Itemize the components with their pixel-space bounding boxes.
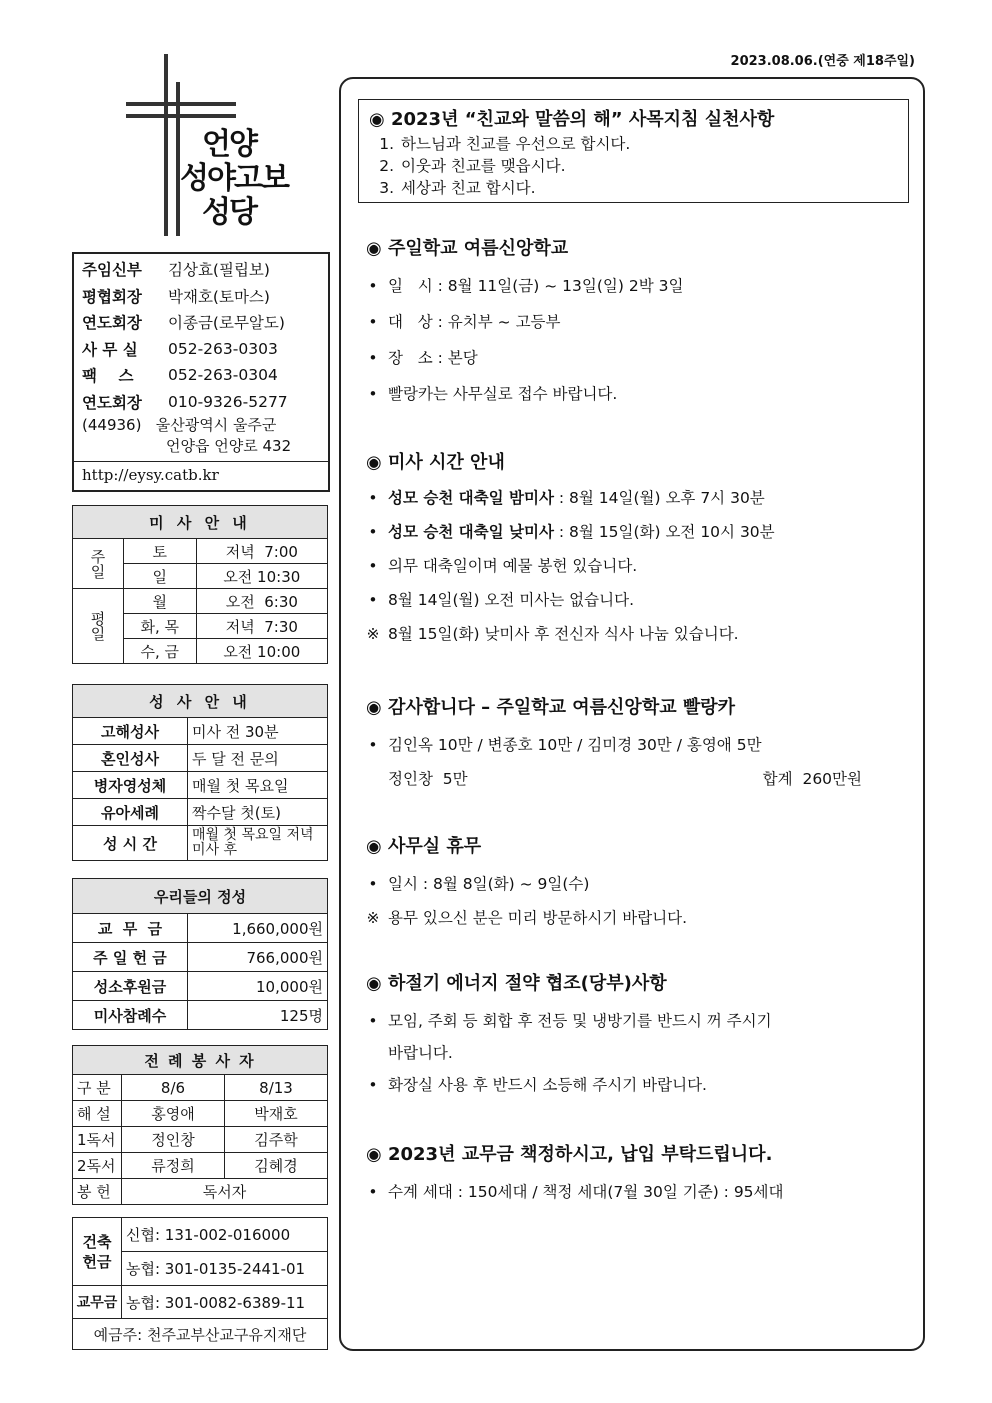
address [74,415,328,457]
info-label: 팩 스 [82,367,134,386]
servers-role: 2독서 [73,1153,122,1179]
info-row [74,389,328,416]
bullet-text: 8월 14일(월) 오전 미사는 없습니다. [388,591,634,609]
info-value: 052-263-0304 [168,366,278,385]
building-account2: 농협: 301-0135-2441-01 [122,1252,328,1286]
mass-title: 미 사 안 내 [73,506,328,539]
info-label: 연도회장 [82,314,142,333]
section-title: ◉ 하절기 에너지 절약 협조(당부)사항 [366,973,667,994]
address-line2: 언양읍 언양로 432 [166,437,292,455]
bullet-mark: • [368,1183,378,1201]
bullet-text: 화장실 사용 후 반드시 소등해 주시기 바랍니다. [388,1076,707,1094]
section-summer-school [358,234,898,404]
sacrament-title: 성 사 안 내 [73,685,328,718]
donor-line2: 정인창 5만 [388,770,468,788]
servers-person: 김주학 [225,1127,328,1153]
info-label: 사 무 실 [82,340,138,359]
bullet-mark: • [368,1012,378,1030]
mass-day: 화, 목 [124,614,197,639]
dues-label: 교무금 [73,1286,122,1319]
sacrament-name: 혼인성사 [73,745,188,772]
sacrament-name: 유아세례 [73,799,188,826]
mass-time: 오전 6:30 [196,589,327,614]
mass-day: 월 [124,589,197,614]
sacrament-name: 성 시 간 [73,826,188,861]
mass-day: 토 [124,539,197,564]
servers-person: 홍영애 [122,1101,225,1127]
sacrament-name: 병자영성체 [73,772,188,799]
section-dues [358,1140,898,1202]
note-text: 8월 15일(화) 낮미사 후 전신자 식사 나눔 있습니다. [388,625,739,643]
servers-role: 봉 헌 [73,1179,122,1205]
account-holder: 예금주: 천주교부산교구유지재단 [73,1319,328,1350]
mass-day: 수, 금 [124,639,197,664]
offering-table [72,878,328,1030]
bullet-mark: • [368,557,378,575]
info-label: 평협회장 [82,287,142,306]
donor-line1: 김인옥 10만 / 변종호 10만 / 김미경 30만 / 홍영애 5만 [388,736,762,754]
donation-total: 합계 260만원 [762,770,862,788]
logo-line1: 언양 [202,127,256,162]
info-label: 주임신부 [82,261,142,280]
sacrament-value: 매월 첫 목요일 [188,772,328,799]
sacrament-table [72,684,328,861]
section-title: ◉ 주일학교 여름신앙학교 [366,238,569,259]
sacrament-value: 미사 전 30분 [188,718,328,745]
accounts-table [72,1217,328,1350]
offering-value: 10,000원 [188,972,328,1001]
bullet-mark: • [368,349,378,367]
bullet-text-cont: 바랍니다. [388,1044,453,1062]
sacrament-value: 짝수달 첫(토) [188,799,328,826]
theme-item: 2. 이웃과 친교를 맺읍시다. [399,155,908,177]
website-link[interactable]: http://eysy.catb.kr [74,461,328,488]
info-label: 연도회장 [82,393,142,412]
section-title: ◉ 2023년 교무금 책정하시고, 납입 부탁드립니다. [366,1144,773,1165]
bullet-mark: • [368,489,378,507]
dues-account: 농협: 301-0082-6389-11 [122,1286,328,1319]
bullet-mark: • [368,591,378,609]
info-value: 052-263-0303 [168,339,278,358]
bullet-text: 모임, 주회 등 회합 후 전등 및 냉방기를 반드시 꺼 주시기 [388,1012,772,1030]
bullet-text: : 8월 14일(월) 오후 7시 30분 [553,489,765,507]
servers-title: 전 례 봉 사 자 [73,1046,328,1075]
servers-person: 독서자 [122,1179,328,1205]
bullet-text: 대 상 : 유치부 ~ 고등부 [388,313,561,331]
bullet-text: 의무 대축일이며 예물 봉헌 있습니다. [388,557,638,575]
section-energy-saving [358,969,898,1095]
theme-list [399,133,908,199]
logo-line3: 성당 [202,195,256,230]
servers-person: 김혜경 [225,1153,328,1179]
bullet-mark: • [368,523,378,541]
address-line1: (44936) 울산광역시 울주군 [82,416,277,434]
mass-time: 오전 10:00 [196,639,327,664]
theme-item: 1. 하느님과 친교를 우선으로 합시다. [399,133,908,155]
offering-value: 125명 [188,1001,328,1030]
bullet-text: 일 시 : 8월 11일(금) ~ 13일(일) 2박 3일 [388,277,684,295]
date-line: 2023.08.06.(연중 제18주일) [730,54,915,69]
sacrament-value: 두 달 전 문의 [188,745,328,772]
mass-time: 저녁 7:00 [196,539,327,564]
offering-name: 교 무 금 [73,914,188,943]
bullet-bold: 성모 승천 대축일 낮미사 [388,523,554,541]
info-value: 이종금(로무알도) [168,314,285,333]
section-title: ◉ 사무실 휴무 [366,836,482,857]
servers-person: 류정희 [122,1153,225,1179]
note-text: 용무 있으신 분은 미리 방문하시기 바랍니다. [388,909,688,927]
section-thanks [358,693,898,789]
bullet-mark: • [368,277,378,295]
bullet-text: 빨랑카는 사무실로 접수 바랍니다. [388,385,618,403]
offering-name: 미사참례수 [73,1001,188,1030]
parish-info-box [72,252,330,492]
servers-role: 1독서 [73,1127,122,1153]
note-mark: ※ [366,625,380,643]
servers-table [72,1045,328,1205]
offering-value: 1,660,000원 [188,914,328,943]
bullet-mark: • [368,1076,378,1094]
sunday-label: 주일 [73,539,124,589]
info-row [74,283,328,310]
bullet-mark: • [368,736,378,754]
logo-line2: 성야고보 [180,161,288,196]
building-fund-label: 건축헌금 [73,1218,122,1286]
offering-name: 성소후원금 [73,972,188,1001]
section-title: ◉ 미사 시간 안내 [366,452,505,473]
bullet-mark: • [368,875,378,893]
sacrament-name: 고해성사 [73,718,188,745]
bullet-text: 장 소 : 본당 [388,349,478,367]
bullet-text: 수계 세대 : 150세대 / 책정 세대(7월 30일 기준) : 95세대 [388,1183,784,1201]
servers-date: 8/6 [122,1075,225,1101]
offering-title: 우리들의 정성 [73,879,328,914]
note-mark: ※ [366,909,380,927]
offering-name: 주 일 헌 금 [73,943,188,972]
info-value: 박재호(토마스) [168,287,270,306]
info-value: 김상효(필립보) [168,261,270,280]
bullet-text: 일시 : 8월 8일(화) ~ 9일(수) [388,875,590,893]
theme-box [358,99,909,203]
parish-logo [120,52,320,242]
bullet-bold: 성모 승천 대축일 밤미사 [388,489,554,507]
bullet-mark: • [368,385,378,403]
info-row [74,362,328,389]
mass-time: 저녁 7:30 [196,614,327,639]
theme-item: 3. 세상과 친교 합시다. [399,177,908,199]
theme-title: ◉ 2023년 “친교와 말씀의 해” 사목지침 실천사항 [369,109,775,130]
section-title: ◉ 감사합니다 – 주일학교 여름신앙학교 빨랑카 [366,697,736,718]
bullet-mark: • [368,313,378,331]
info-row [74,336,328,363]
servers-header-label: 구 분 [73,1075,122,1101]
section-office-closed [358,832,898,928]
info-row [74,256,328,283]
info-value: 010-9326-5277 [168,392,288,411]
building-account1: 신협: 131-002-016000 [122,1218,328,1252]
servers-role: 해 설 [73,1101,122,1127]
servers-person: 박재호 [225,1101,328,1127]
section-mass-times [358,448,898,644]
info-row [74,309,328,336]
bullet-text: : 8월 15일(화) 오전 10시 30분 [553,523,775,541]
mass-day: 일 [124,564,197,589]
weekday-label: 평일 [73,589,124,664]
servers-date: 8/13 [225,1075,328,1101]
mass-time: 오전 10:30 [196,564,327,589]
sacrament-value: 매월 첫 목요일 저녁미사 후 [188,826,328,861]
offering-value: 766,000원 [188,943,328,972]
servers-person: 정인창 [122,1127,225,1153]
mass-schedule-table [72,505,328,664]
